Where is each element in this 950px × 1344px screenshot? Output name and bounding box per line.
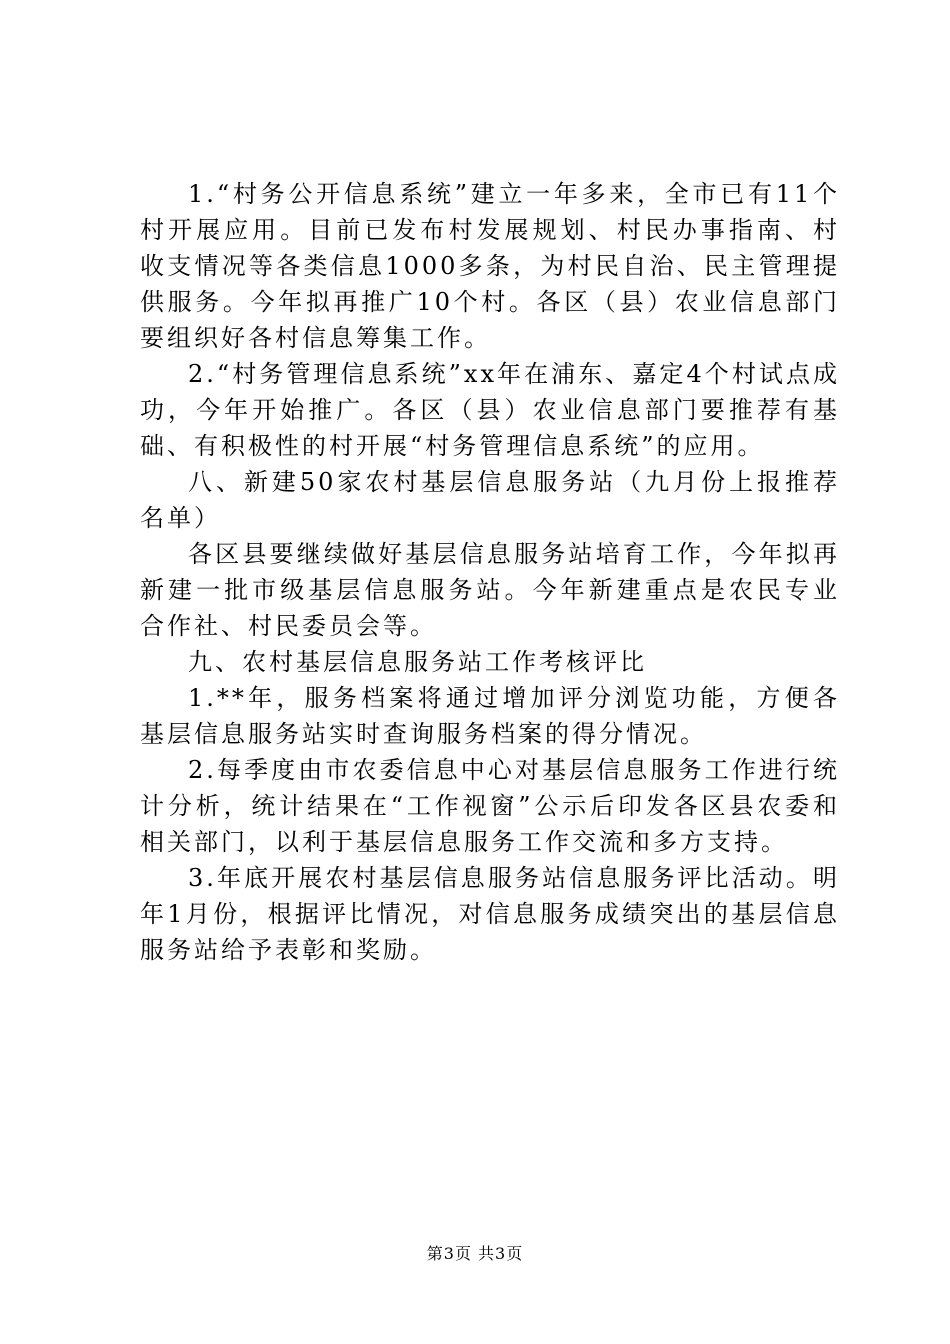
page-number-footer: 第3页 共3页 [426, 1244, 524, 1263]
paragraph-section-8-body: 各区县要继续做好基层信息服务站培育工作，今年拟再新建一批市级基层信息服务站。今年新建重点是农民专业合作社、村民委员会等。 [140, 540, 840, 640]
section-heading-8: 八、新建50家农村基层信息服务站（九月份上报推荐名单） [140, 468, 840, 532]
section-heading-9: 九、农村基层信息服务站工作考核评比 [188, 648, 647, 676]
paragraph-item-1: 1.“村务公开信息系统”建立一年多来，全市已有11个村开展应用。目前已发布村发展规划、村民办事指南、村收支情况等各类信息1000多条，为村民自治、民主管理提供服务。今年拟再推广10个村。各区（县）农业信息部门要组织好各村信息筹集工作。 [140, 180, 840, 352]
document-body [140, 176, 840, 968]
paragraph-item-2: 2.“村务管理信息系统”xx年在浦东、嘉定4个村试点成功，今年开始推广。各区（县）农业信息部门要推荐有基础、有积极性的村开展“村务管理信息系统”的应用。 [140, 360, 840, 460]
paragraph-item-9-2: 2.每季度由市农委信息中心对基层信息服务工作进行统计分析，统计结果在“工作视窗”公示后印发各区县农委和相关部门，以利于基层信息服务工作交流和多方支持。 [140, 756, 840, 856]
paragraph-item-9-1: 1.**年，服务档案将通过增加评分浏览功能，方便各基层信息服务站实时查询服务档案的得分情况。 [140, 684, 840, 748]
paragraph-item-9-3: 3.年底开展农村基层信息服务站信息服务评比活动。明年1月份，根据评比情况，对信息服务成绩突出的基层信息服务站给予表彰和奖励。 [140, 864, 840, 964]
